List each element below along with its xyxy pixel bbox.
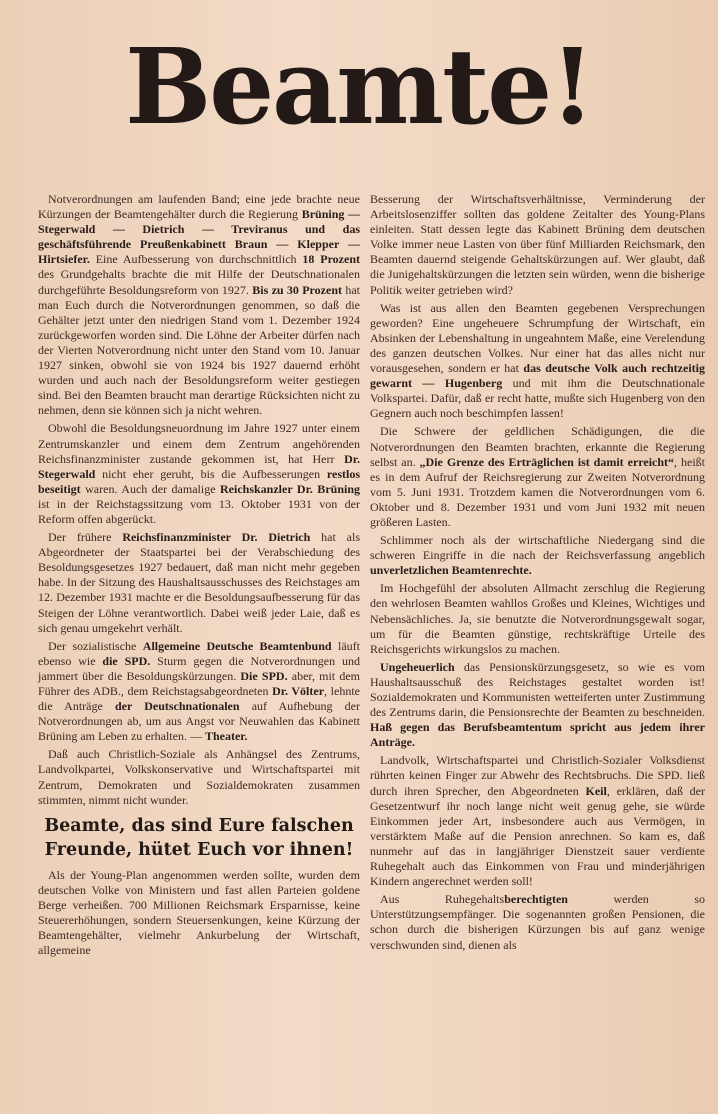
text-run: aber, mit dem Führer des ADB., dem Reichstagsabgeordneten (38, 668, 360, 698)
text-run: , lehnte die Anträge (38, 684, 360, 714)
body-paragraph (38, 530, 360, 636)
emphasized-text: Reichskanzler Dr. Brüning (220, 481, 360, 496)
text-run: Aus Ruhegehalts (380, 892, 505, 907)
body-paragraph (370, 660, 705, 751)
body-paragraph (38, 192, 360, 418)
emphasized-text: Dr. Stegerwald (38, 451, 360, 481)
emphasized-text: Theater. (204, 729, 248, 744)
text-run: Eine Aufbesserung von durchschnittlich (89, 252, 303, 267)
text-run: nicht eher geruht, bis die Aufbesserungen (95, 466, 327, 481)
emphasized-text: der Deutschnationalen (114, 699, 240, 714)
text-run: Die Schwere der geldlichen Schädigungen, die die Notverordnungen den Beamten brachten, erkannte die Regierung selbst an. (370, 424, 705, 469)
text-run: Besserung der Wirtschaftsverhältnisse, Verminderung der Arbeitslosenziffer sollten das goldene Zeitalter des Young-Plans einleiten. Statt dessen legte das Kabinett Brüning dem deutschen Volke immer neue Lasten von über fünf Milliarden Reichsmark, den Beamten dauernd steigende Gehaltskürzungen auf. Wer glaubt, daß die Junigehaltskürzungen die letzten sein würden, wenn die bisherige Politik weiter getrieben wird? (370, 192, 705, 297)
text-run: auf Aufhebung der Notverordnungen ab, um aus Angst vor Neuwahlen das Kabinett Brüning am Leben zu erhalten. — (38, 699, 360, 744)
text-run: Schlimmer noch als der wirtschaftliche Niedergang sind die schweren Eingriffe in die nach der Reichsverfassung angeblich (370, 533, 705, 563)
body-paragraph (370, 892, 705, 952)
left-paragraphs-before (38, 192, 360, 808)
text-run: läuft ebenso wie (38, 638, 360, 668)
body-paragraph (370, 301, 705, 422)
left-paragraphs-after (38, 868, 360, 959)
text-run: Landvolk, Wirtschaftspartei und Christlich-Sozialer Volksdienst rührten keinen Finger zur Abwehr des Rechtsbruchs. Die SPD. ließ durch ihren Sprecher, den Abgeordneten (370, 753, 705, 798)
text-run: Was ist aus allen den Beamten gegebenen Versprechungen geworden? Eine ungeheuere Schrumpfung der Wirtschaft, ein Absinken der Lebenshaltung in ungeahntem Maße, eine Verelendung des ganzen deutschen Volkes. Nur einer hat das alles nicht nur vorausgesehen, sondern er hat (370, 300, 705, 376)
emphasized-text: Allgemeine Deutsche Beamtenbund (142, 638, 332, 653)
text-run: Der sozialistische (48, 638, 143, 653)
left-column (38, 192, 360, 961)
emphasized-text: Keil (585, 783, 607, 798)
body-paragraph (370, 581, 705, 656)
text-run: , erklären, daß der Gesetzentwurf ihr noch lange nicht weit genug gehe, sie würde Einkommen jeder Art, insbesondere auch aus Vermögen, in verstärktem Maße auf die Pension anrechnen. So kam es, daß nunmehr auf das in langjähriger Dienstzeit sauer verdiente Ruhegehalt auch das Einkommen von Frau und minderjährigen Kindern angerechnet werden soll! (370, 783, 706, 889)
text-run: Als der Young-Plan angenommen werden sollte, wurden dem deutschen Volke von Ministern und fast allen Parteien goldene Berge verheißen. 700 Millionen Reichsmark Ersparnisse, keine Steuererhöhungen, sondern Steuersenkungen, keine Kürzung der Beamtengehälter, vielmehr Ankurbelung der Wirtschaft, allgemeine (38, 867, 360, 958)
text-run: Obwohl die Besoldungsneuordnung im Jahre 1927 unter einem Zentrumskanzler und einem dem Zentrum angehörenden Reichsfinanzminister zustande gekommen ist, hat Herr (38, 421, 360, 466)
emphasized-text: unverletzlichen Beamtenrechte. (370, 563, 532, 578)
emphasized-text: berechtigten (504, 892, 568, 907)
body-paragraph (370, 192, 705, 298)
text-run: das Pensionskürzungsgesetz, so wie es vom Haushaltsausschuß des Reichstages gestaltet worden ist! Sozialdemokraten und Kommunisten wetteiferten unter Zustimmung des Zentrums darin, die Pensionsrechte der Beamten zu beschneiden. (370, 659, 705, 720)
section-heading: Beamte, das sind Eure falschen Freunde, hütet Euch vor ihnen! (44, 815, 354, 860)
text-run: werden so Unterstützungsempfänger. Die sogenannten großen Pensionen, die schon durch die bisherigen Kürzungen bis auf ganz wenige verschwunden sind, dienen als (370, 892, 705, 952)
text-run: hat man Euch durch die Notverordnungen genommen, so daß die Gehälter jetzt unter den niedrigen Stand vom 1. Dezember 1924 zurückgeworfen worden sind. Die Löhne der Arbeiter dürfen nach der Vierten Notverordnung nicht unter den Stand vom 10. Januar 1927 sinken, obwohl sie von 1924 bis 1927 dauernd erhöht wurden und auch nach der Besoldungsreform weiter gestiegen sind. Bei den Beamten braucht man derartige Rücksichten nicht zu nehmen, denn sie können sich ja nicht wehren. (38, 282, 360, 418)
text-run: Sturm gegen die Notverordnungen und jammert über die Besoldungskürzungen. (38, 653, 360, 683)
text-run: Notverordnungen am laufenden Band; eine jede brachte neue Kürzungen der Beamtengehälter durch die Regierung (38, 192, 360, 222)
text-run: hat als Abgeordneter der Staatspartei bei der Verabschiedung des Besoldungsgesetzes 1927 bedauert, daß man nicht mehr gegeben habe. In der Sitzung des Haushaltsausschusses des Reichstages am 12. Dezember 1931 machte er die Besoldungsaufbesserung für das Steigen der Löhne verantwortlich. Dabei weiß jeder Laie, daß es sich genau umgekehrt verhält. (38, 530, 360, 635)
emphasized-text: restlos beseitigt (38, 466, 360, 496)
body-paragraph (38, 868, 360, 959)
emphasized-text: die SPD. (102, 653, 151, 668)
page-title: Beamte! (125, 25, 593, 148)
text-run: waren. Auch der damalige (80, 481, 221, 496)
body-paragraph (370, 753, 705, 889)
emphasized-text: „Die Grenze des Erträglichen ist damit erreicht“ (419, 454, 675, 469)
emphasized-text: Ungeheuerlich (380, 659, 455, 674)
text-run: des Grundgehalts brachte die mit Hilfe der Deutschnationalen durchgeführte Besoldungsreform von 1927. (38, 267, 360, 297)
text-run: Im Hochgefühl der absoluten Allmacht zerschlug die Regierung den wehrlosen Beamten wahllos Großes und Kleines, Wichtiges und Nebensächliches. Ja, sie benutzte die Notverordnungsgewalt sogar, um für die Beamten günstige, rechtskräftige Urteile des Reichsgerichts wirkungslos zu machen. (370, 581, 705, 656)
right-paragraphs (370, 192, 705, 953)
body-paragraph (38, 747, 360, 807)
emphasized-text: Die SPD. (240, 668, 288, 683)
right-column (370, 192, 705, 956)
emphasized-text: Dr. Völter (272, 684, 325, 698)
emphasized-text: Brüning — Stegerwald — Dietrich — Treviranus und das geschäftsführende Preußenkabinett Braun — Klepper — Hirtsiefer. (38, 207, 361, 267)
body-paragraph (38, 639, 360, 745)
text-run: und mit ihm die Deutschnationale Volkspartei. Dafür, daß er recht hatte, mußte sich Hugenberg von den Gegnern auch noch beschimpfen lassen! (370, 376, 706, 421)
text-run: , heißt es in dem Aufruf der Reichsregierung zur Zweiten Notverordnung vom 5. Juni 1931. Trotzdem kamen die Notverordnungen vom 6. Oktober und 8. Dezember 1931 und vom Juni 1932 mit neuen größeren Lasten. (370, 454, 705, 529)
emphasized-text: Haß gegen das Berufsbeamtentum spricht aus jedem ihrer Anträge. (370, 720, 705, 750)
emphasized-text: Bis zu 30 Prozent (252, 282, 342, 297)
body-paragraph (370, 533, 705, 578)
emphasized-text: das deutsche Volk auch rechtzeitig gewarnt — Hugenberg (370, 361, 705, 391)
text-run: ist in der Reichstagssitzung vom 13. Oktober 1931 von der Reform offen abgerückt. (38, 496, 360, 526)
text-run: Daß auch Christlich-Soziale als Anhängsel des Zentrums, Landvolkpartei, Volkskonservative und Wirtschaftspartei mit Zentrum, Demokraten und Sozialdemokraten zusammen stimmten, nimmt nicht wunder. (38, 747, 360, 807)
text-run: Der frühere (48, 530, 123, 545)
body-paragraph (38, 421, 360, 527)
body-paragraph (370, 424, 705, 530)
emphasized-text: 18 Prozent (302, 252, 360, 267)
emphasized-text: Reichsfinanzminister Dr. Dietrich (122, 530, 311, 545)
